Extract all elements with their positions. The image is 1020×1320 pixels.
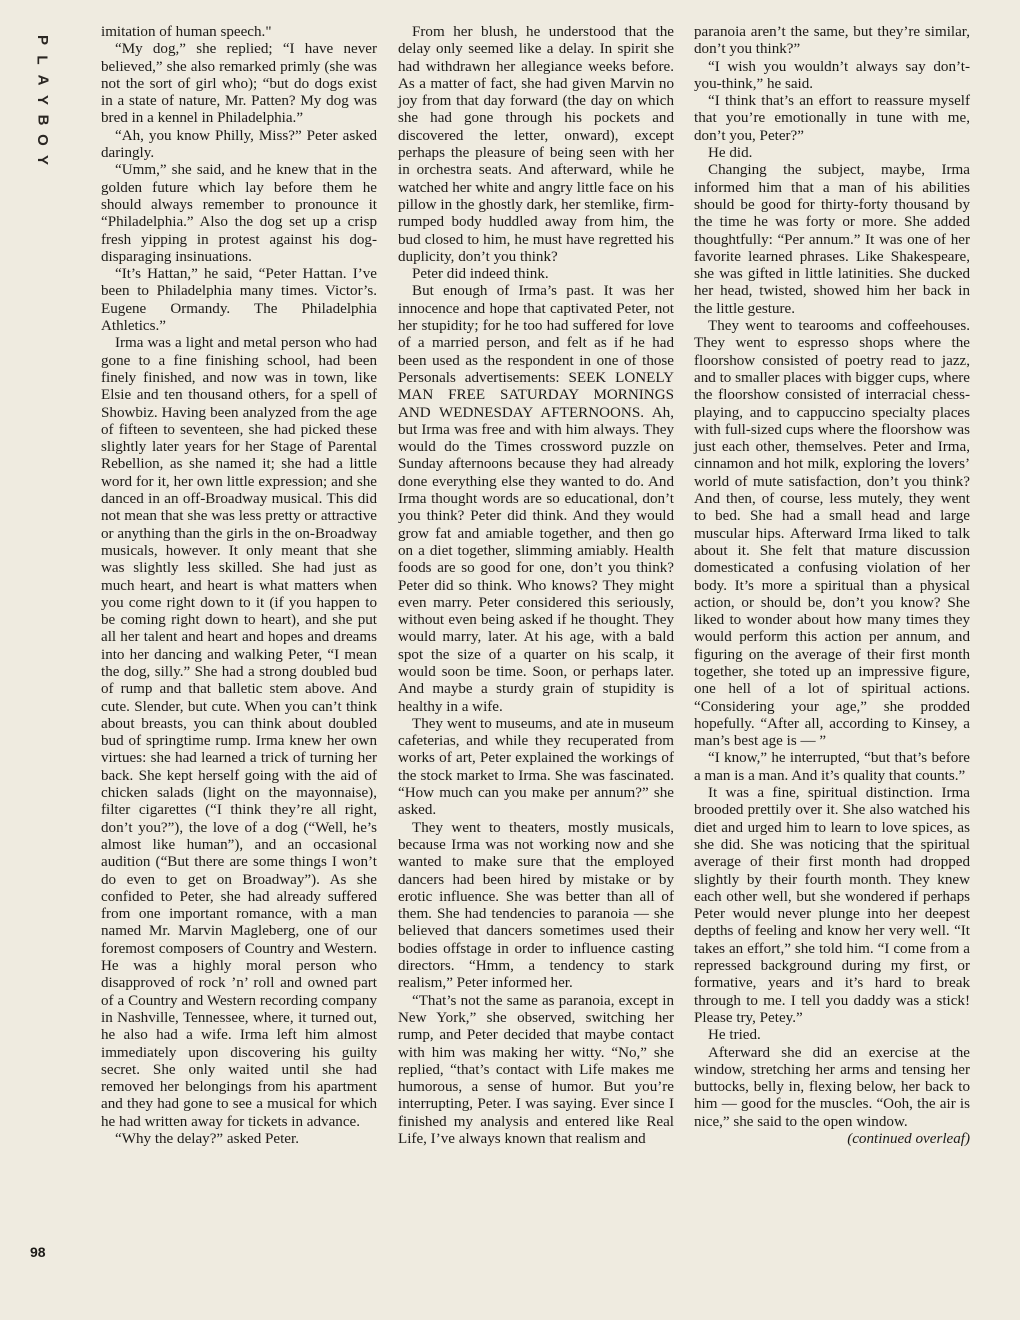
masthead [30, 30, 54, 170]
text-column-2 [398, 24, 674, 1148]
paragraph: But enough of Irma’s past. It was her innocence and hope that captivated Peter, not her stupidity; for he too had suffered for love of a married person, and felt as if he had been used as the respondent in one of those Personals advertisements: SEEK LONELY MAN FREE SATURDAY MORNINGS AND WEDNESDAY AFTERNOONS. Ah, but Irma was free and with him always. They would do the Times crossword puzzle on Sunday afternoons because they had already done everything else they wanted to do. And Irma thought words are so educational, don’t you think? Peter did think. And they would grow fat and amiable together, and then go on a diet together, slimming amiably. Health foods are so good for one, don’t you think? Peter did so think. Who knows? They might even marry. Peter considered this seriously, without even being asked if he thought. They would marry, later. At his age, with a bald spot the size of a quarter on his scalp, it would soon be time. Soon, or perhaps later. And maybe a sturdy grain of stupidity is healthy in a wife. [398, 283, 674, 715]
paragraph: paranoia aren’t the same, but they’re similar, don’t you think?” [694, 24, 970, 58]
paragraph: “It’s Hattan,” he said, “Peter Hattan. I’ve been to Philadelphia many times. Victor’s. Eugene Ormandy. The Philadelphia Athletics.” [101, 266, 377, 335]
paragraph: “My dog,” she replied; “I have never believed,” she also remarked primly (she was not the sort of girl who); “but do dogs exist in a state of nature, Mr. Patten? My dog was bred in a kennel in Philadelphia.” [101, 41, 377, 127]
paragraph: “I think that’s an effort to reassure myself that you’re emotionally in tune with me, don’t you, Peter?” [694, 93, 970, 144]
paragraph: Irma was a light and metal person who had gone to a fine finishing school, had been finely finished, and now was in town, like Elsie and ten thousand others, for a spell of Showbiz. Having been analyzed from the age of fifteen to seventeen, she had picked these slightly later years for her Stage of Parental Rebellion, as she named it; she had a little word for it, her own little expression; and she danced in an off-Broadway musical. This did not mean that she was less pretty or attractive or anything than the girls in the on-Broadway musicals, however. It only meant that she was slightly less skilled. She had just as much heart, and heart is what matters when you come right down to it (if you happen to be coming right down to heart), and she put all her talent and heart and hopes and dreams into her dancing and walking Peter, “I mean the dog, silly.” She had a strong doubled bud of rump and that balletic stem above. And cute. Slender, but cute. When you can’t think about breasts, you can think about doubled bud of springtime rump. Irma knew her own virtues: she had learned a trick of turning her back. She kept herself going with the aid of chicken salads (light on the mayonnaise), filter cigarettes (“I think they’re all right, don’t you?”), the love of a dog (“Well, he’s almost like human”), and an occasional audition (“But there are some things I won’t do even to get on Broadway”). As she confided to Peter, she had already suffered from one important romance, with a man named Mr. Marvin Magleberg, one of our foremost composers of Country and Western. He was a highly moral person who disapproved of rock ’n’ roll and owned part of a Country and Western recording company in Nashville, Tennessee, where, it turned out, he also had a wife. Irma left him almost immediately upon discovering his guilty secret. She only waited until she had removed her belongings from his apartment and they had gone to see a musical for which he had written away for tickets in advance. [101, 335, 377, 1130]
paragraph: It was a fine, spiritual distinction. Irma brooded prettily over it. She also watched his diet and urged him to learn to love spices, as she did. She was noticing that the spiritual average of their first month had dropped slightly by their fourth month. They knew each other well, but she wondered if perhaps Peter would never plunge into her deepest depths of feeling and know her very well. “It takes an effort,” she told him. “I come from a repressed background during my first, or formative, years and it’s hard to break through to me. I tell you daddy was a stick! Please try, Petey.” [694, 785, 970, 1026]
paragraph: Peter did indeed think. [412, 266, 549, 283]
paragraph: “I know,” he interrupted, “but that’s before a man is a man. And it’s quality that counts.” [694, 750, 970, 784]
paragraph: imitation of human speech." [101, 24, 272, 40]
masthead-letter: B [34, 114, 51, 126]
masthead-letter: O [33, 134, 51, 146]
paragraph: They went to tearooms and coffeehouses. They went to espresso shops where the floorshow consisted of poetry read to jazz, and to smaller places with bigger cups, where the floorshow consisted of interracial chess-playing, and to cappuccino specialty places with full-sized cups where the floorshow was just each other, themselves. Peter and Irma, cinnamon and hot milk, exploring the lovers’ world of mute satisfaction, don’t you think? And then, of course, less mutely, they went to bed. She had a small head and large muscular hips. Afterward Irma liked to talk about it. She felt that mature discussion domesticated a confusing violation of her body. It’s more a spiritual than a physical action, or should be, don’t you know? She liked to wonder about how many times they would perform this action per annum, and figuring on the average of their first month together, she toted up an impressive figure, one hell of a lot of spiritual actions. “Considering your age,” she prodded hopefully. “After all, according to Kinsey, a man’s best age is — ” [694, 318, 970, 750]
paragraph: “That’s not the same as paranoia, except in New York,” she observed, switching her rump, and Peter decided that maybe contact with him was making her witty. “No,” she replied, “that’s contact with Life makes me humorous, a sense of humor. But you’re interrupting, Peter. I was saying. Ever since I finished my analysis and entered like Real Life, I’ve always known that realism and [398, 992, 674, 1147]
masthead-letter: L [33, 55, 51, 65]
paragraph: They went to museums, and ate in museum cafeterias, and while they recuperated from works of art, Peter explained the workings of the stock market to Irma. She was fascinated. “How much can you make per annum?” she asked. [398, 715, 674, 819]
page-number: 98 [30, 1244, 46, 1260]
paragraph: They went to theaters, mostly musicals, because Irma was not working now and she wanted to make sure that the employed dancers had been hired by mistake or by erotic influence. She was better than all of them. She had tendencies to paranoia — she believed that dancers sometimes used their bodies offstage in order to influence casting directors. “Hmm, a tendency to stark realism,” Peter informed her. [398, 819, 674, 992]
masthead-letter: A [34, 74, 51, 86]
paragraph: “Ah, you know Philly, Miss?” Peter asked daringly. [101, 127, 377, 162]
paragraph: From her blush, he understood that the delay only seemed like a delay. In spirit she had withdrawn her allegiance weeks before. As a matter of fact, she had given Marvin no joy from that day forward (the day on which she had gone through his pockets and discovered the letter, onward), except perhaps the pleasure of being seen with her in orchestra seats. And afterward, while he watched her white and angry little face on his pillow in the ghostly dark, her stemlike, firm-rumped body huddled away from him, the bud closed to him, he must have regretted his duplicity, don’t you think? [398, 24, 674, 265]
masthead-letter: Y [33, 154, 51, 166]
paragraph: Changing the subject, maybe, Irma informed him that a man of his abilities should be good for thirty-forty thousand by the time he was forty or more. She added thoughtfully: “Per annum.” It was one of her favorite learned phrases. Like Shakespeare, she was gifted in little latinities. She ducked her head, twisted, showed him her back in the little gesture. [694, 162, 970, 317]
text-column-3 [694, 24, 970, 1148]
paragraph: “Umm,” she said, and he knew that in the golden future which lay before them he should always remember to pronounce it “Philadelphia.” Also the dog set up a crisp fresh yipping in protest against his dog-disparaging insinuations. [101, 162, 377, 265]
masthead-letter: Y [33, 94, 51, 106]
paragraph: “Why the delay?” asked Peter. [115, 1131, 299, 1147]
masthead-letter: P [33, 34, 51, 46]
paragraph: He tried. [708, 1027, 761, 1044]
text-column-1 [101, 24, 377, 1148]
paragraph: Afterward she did an exercise at the window, stretching her arms and tensing her buttocks, belly in, flexing below, her back to him — good for the muscles. “Ooh, the air is nice,” she said to the open window. [694, 1044, 970, 1130]
continued-note: (continued overleaf) [847, 1131, 970, 1147]
paragraph: “I wish you wouldn’t always say don’t-you-think,” he said. [694, 58, 970, 92]
paragraph: He did. [708, 145, 753, 162]
